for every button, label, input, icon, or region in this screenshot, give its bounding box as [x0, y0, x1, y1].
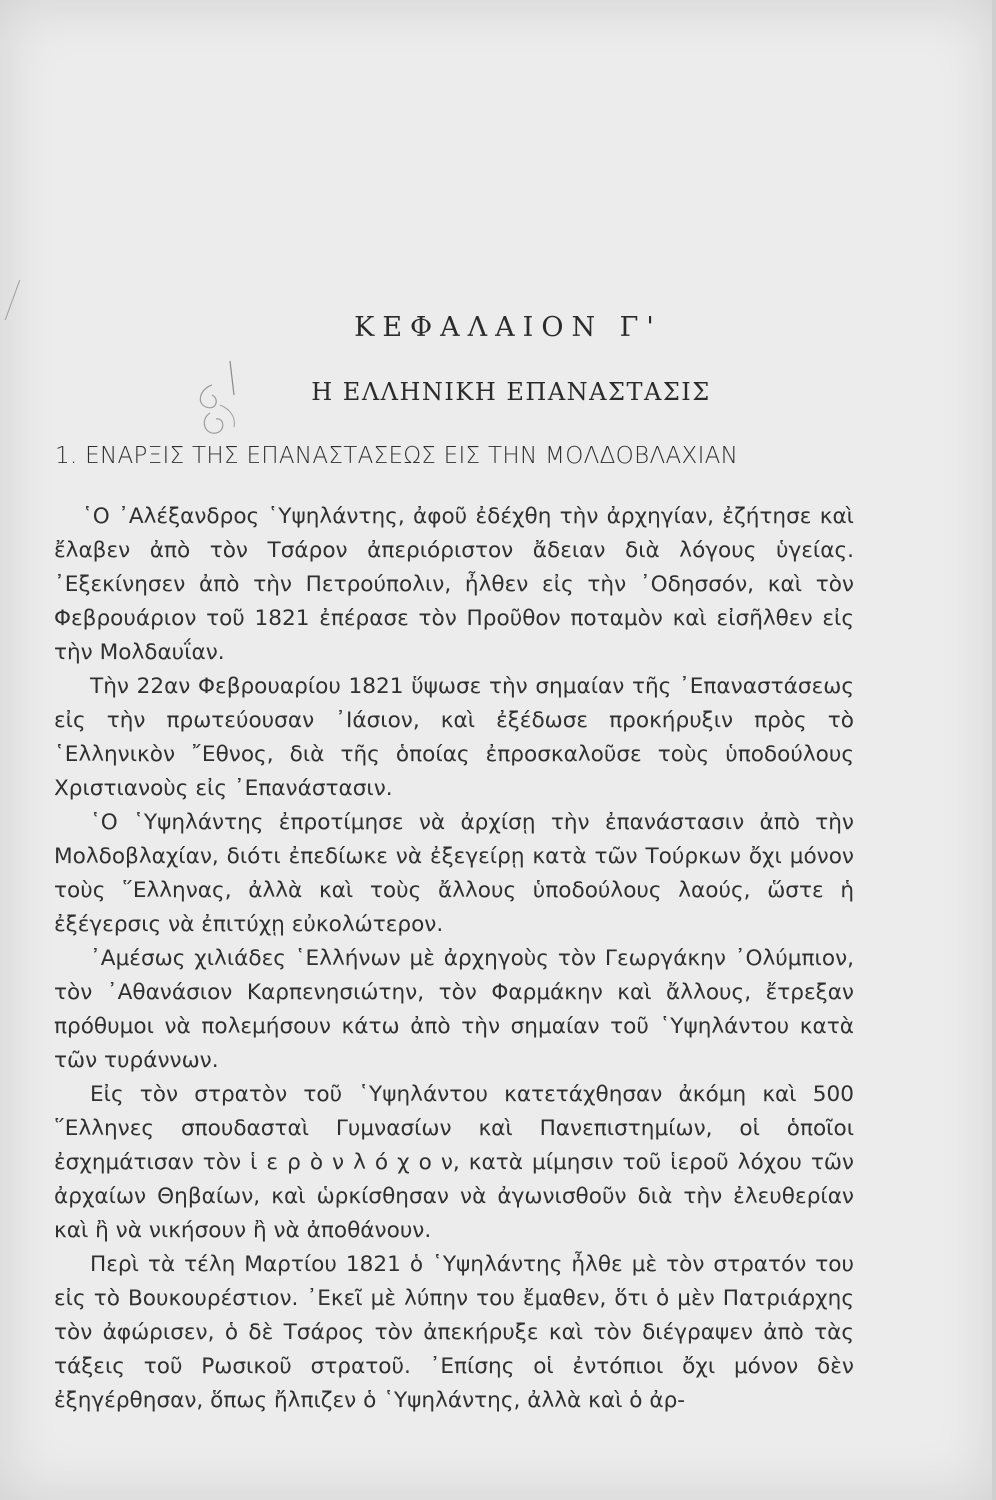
chapter-heading: ΚΕΦΑΛΑΙΟΝ Γ' [354, 312, 662, 343]
body-text [54, 500, 854, 1418]
paragraph: ῾Ο ῾Υψηλάντης ἐπροτίμησε νὰ ἀρχίσῃ τὴν ἐπανάστασιν ἀπὸ τὴν Μολδοβλαχίαν, διότι ἐπεδίωκε νὰ ἐξεγείρῃ κατὰ τῶν Τούρκων ὄχι μόνον τοὺς ῞Ελληνας, ἀλλὰ καὶ τοὺς ἄλλους ὑποδούλους λαούς, ὥστε ἡ ἐξέγερσις νὰ ἐπιτύχῃ εὐκολώτερον. [54, 810, 854, 937]
paragraph: Εἰς τὸν στρατὸν τοῦ ῾Υψηλάντου κατετάχθησαν ἀκόμη καὶ 500 ῞Ελληνες σπουδασταὶ Γυμνασίων καὶ Πανεπιστημίων, οἱ ὁποῖοι ἐσχημάτισαν τὸν ἱ ε ρ ὸ ν λ ό χ ο ν, κατὰ μίμησιν τοῦ ἱεροῦ λόχου τῶν ἀρχαίων Θηβαίων, καὶ ὡρκίσθησαν νὰ ἀγωνισθοῦν διὰ τὴν ἐλευθερίαν καὶ ἢ νὰ νικήσουν ἢ νὰ ἀποθάνουν. [54, 1082, 854, 1243]
paragraph: ῾Ο ᾿Αλέξανδρος ῾Υψηλάντης, ἀφοῦ ἐδέχθη τὴν ἀρχηγίαν, ἐζήτησε καὶ ἔλαβεν ἀπὸ τὸν Τσάρον ἀπεριόριστον ἄδειαν διὰ λόγους ὑγείας. ᾿Εξεκίνησεν ἀπὸ τὴν Πετρούπολιν, ἦλθεν εἰς τὴν ᾿Οδησσόν, καὶ τὸν Φεβρουάριον τοῦ 1821 ἐπέρασε τὸν Προῦθον ποταμὸν καὶ εἰσῆλθεν εἰς τὴν Μολδαυΐαν. [54, 504, 854, 665]
chapter-title: Η ΕΛΛΗΝΙΚΗ ΕΠΑΝΑΣΤΑΣΙΣ [311, 378, 711, 406]
paragraph: ᾿Αμέσως χιλιάδες ῾Ελλήνων μὲ ἀρχηγοὺς τὸν Γεωργάκην ᾿Ολύμπιον, τὸν ᾿Αθανάσιον Καρπενησιώτην, τὸν Φαρμάκην καὶ ἄλλους, ἔτρεξαν πρόθυμοι νὰ πολεμήσουν κάτω ἀπὸ τὴν σημαίαν τοῦ ῾Υψηλάντου κατὰ τῶν τυράννων. [54, 946, 854, 1073]
page-edge [992, 0, 996, 1500]
section-heading: 1. ΕΝΑΡΞΙΣ ΤΗΣ ΕΠΑΝΑΣΤΑΣΕΩΣ ΕΙΣ ΤΗΝ ΜΟΛΔΟΒΛΑΧΙΑΝ [55, 443, 739, 469]
paragraph: Περὶ τὰ τέλη Μαρτίου 1821 ὁ ῾Υψηλάντης ἦλθε μὲ τὸν στρατόν του εἰς τὸ Βουκουρέστιον. ᾿Εκεῖ μὲ λύπην του ἔμαθεν, ὅτι ὁ μὲν Πατριάρχης τὸν ἀφώρισεν, ὁ δὲ Τσάρος τὸν ἀπεκήρυξε καὶ τὸν διέγραψεν ἀπὸ τὰς τάξεις τοῦ Ρωσικοῦ στρατοῦ. ᾿Επίσης οἱ ἐντόπιοι ὄχι μόνον δὲν ἐξηγέρθησαν, ὅπως ἤλπιζεν ὁ ῾Υψηλάντης, ἀλλὰ καὶ ὁ ἀρ- [54, 1252, 854, 1413]
paragraph: Τὴν 22αν Φεβρουαρίου 1821 ὕψωσε τὴν σημαίαν τῆς ᾿Επαναστάσεως εἰς τὴν πρωτεύουσαν ᾿Ιάσιον, καὶ ἐξέδωσε προκήρυξιν πρὸς τὸ ῾Ελληνικὸν ῎Εθνος, διὰ τῆς ὁποίας ἐπροσκαλοῦσε τοὺς ὑποδούλους Χριστιανοὺς εἰς ᾿Επανάστασιν. [54, 674, 854, 801]
